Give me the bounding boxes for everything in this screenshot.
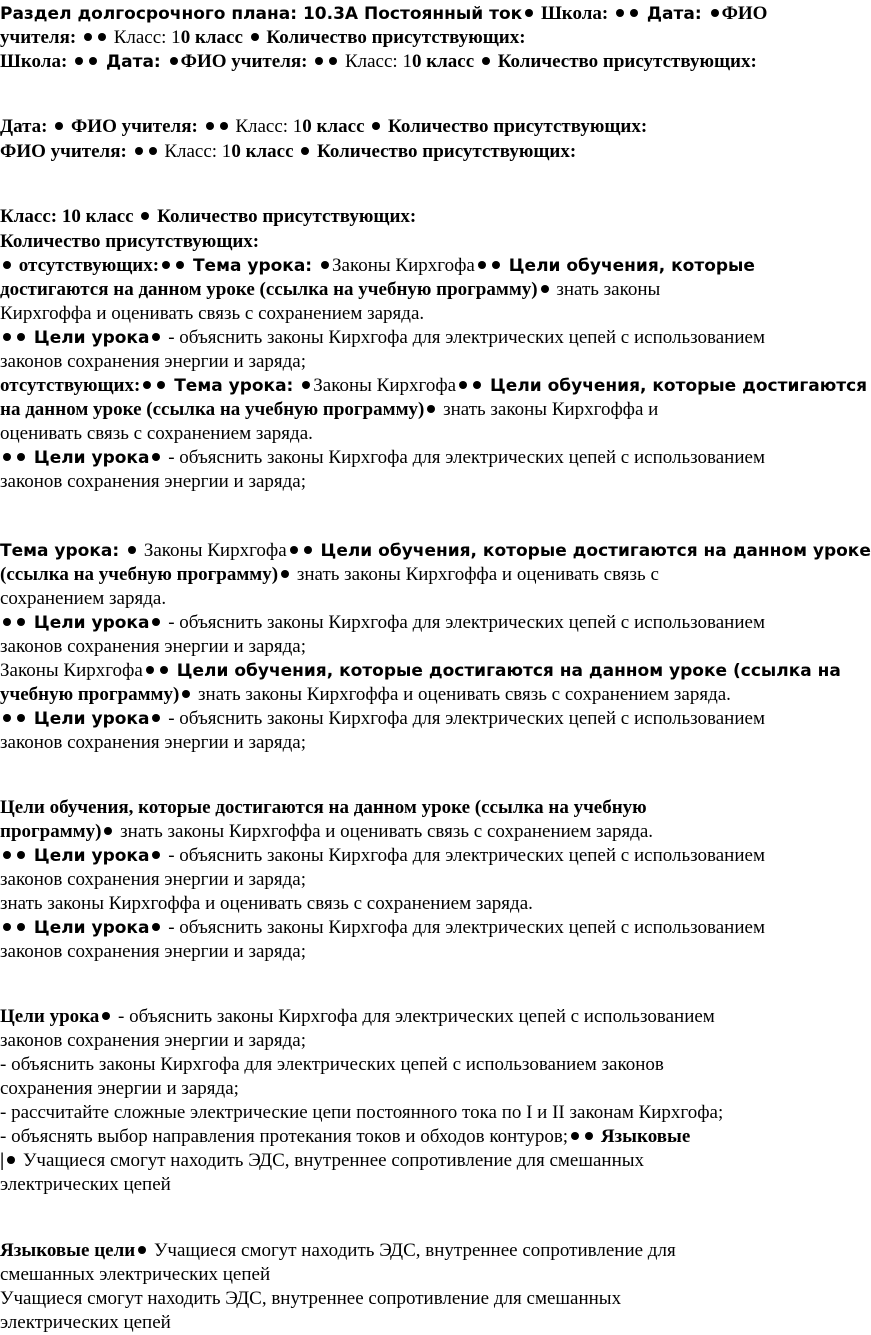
- text-line: [0, 1101, 723, 1125]
- text-run: Количество присутствующих:: [261, 27, 526, 48]
- text-run: знать законы Кирхгоффа и оценивать связь с сохранением заряда.: [0, 893, 533, 914]
- bullet-dot-icon: [152, 714, 160, 722]
- text-run: - объяснить законы Кирхгофа для электрических цепей с использованием: [163, 612, 765, 633]
- text-run: электрических цепей: [0, 1174, 171, 1195]
- bullet-dot-icon: [162, 261, 170, 269]
- bullet-dot-icon: [157, 381, 165, 389]
- bullet-dot-icon: [206, 122, 214, 130]
- text-run: достигаются на данном уроке (ссылка на учебную программу): [0, 279, 538, 300]
- text-run: Тема урока:: [168, 376, 300, 396]
- text-run: законов сохранения энергии и заряда;: [0, 732, 307, 753]
- text-run: ФИО учителя:: [66, 116, 203, 137]
- bullet-dot-icon: [711, 9, 719, 17]
- bullet-dot-icon: [321, 261, 329, 269]
- text-line: [0, 1311, 171, 1335]
- bullet-dot-icon: [152, 618, 160, 626]
- bullet-dot-icon: [525, 9, 533, 17]
- bullet-dot-icon: [17, 851, 25, 859]
- text-line: [0, 140, 576, 164]
- text-run: Языковые: [596, 1126, 691, 1147]
- text-run: - объяснить законы Кирхгофа для электрических цепей с использованием: [113, 1006, 715, 1027]
- text-run: Учащиеся смогут находить ЭДС, внутреннее сопротивление для: [149, 1240, 676, 1261]
- bullet-dot-icon: [176, 261, 184, 269]
- bullet-dot-icon: [290, 546, 298, 554]
- text-line: [0, 892, 533, 916]
- text-run: 0 класс: [231, 141, 299, 162]
- text-run: электрических цепей: [0, 1312, 171, 1333]
- text-line: [0, 446, 765, 470]
- bullet-dot-icon: [152, 851, 160, 859]
- text-run: Цели урока: [28, 448, 150, 468]
- text-run: Законы Кирхгофа: [0, 660, 143, 681]
- bullet-dot-icon: [141, 212, 149, 220]
- text-run: Класс: 10 класс: [0, 206, 139, 227]
- text-run: Школа:: [0, 51, 73, 72]
- text-run: учебную программу): [0, 684, 180, 705]
- text-run: знать законы Кирхгоффа и оценивать связь с сохранением заряда.: [115, 821, 654, 842]
- text-run: Тема урока:: [187, 256, 319, 276]
- text-line: [0, 635, 306, 659]
- text-run: Законы Кирхгофа: [313, 375, 457, 396]
- text-run: Класс: 1: [159, 141, 232, 162]
- bullet-dot-icon: [304, 546, 312, 554]
- bullet-dot-icon: [302, 381, 310, 389]
- text-line: [0, 326, 765, 350]
- text-line: [0, 1263, 270, 1287]
- text-run: Количество присутствующих:: [0, 231, 260, 252]
- text-run: (ссылка на учебную программу): [0, 564, 279, 585]
- text-line: [0, 1287, 621, 1311]
- text-run: Цели обучения, которые достигаются на данном уроке: [314, 541, 871, 561]
- text-line: [0, 820, 653, 844]
- text-line: [0, 254, 755, 278]
- bullet-dot-icon: [17, 618, 25, 626]
- text-line: [0, 1239, 676, 1263]
- text-run: отсутствующих:: [0, 375, 141, 396]
- text-line: [0, 1029, 306, 1053]
- text-line: [0, 26, 526, 50]
- text-line: [0, 278, 660, 302]
- bullet-dot-icon: [301, 147, 309, 155]
- bullet-dot-icon: [220, 122, 228, 130]
- bullet-dot-icon: [571, 1132, 579, 1140]
- text-run: программу): [0, 821, 102, 842]
- text-run: Дата:: [0, 116, 53, 137]
- text-run: 0 класс: [180, 27, 248, 48]
- bullet-dot-icon: [84, 33, 92, 41]
- text-run: Цели обучения, которые достигаются: [484, 376, 868, 396]
- text-run: Дата:: [100, 52, 167, 72]
- bullet-dot-icon: [104, 827, 112, 835]
- bullet-dot-icon: [281, 570, 289, 578]
- text-run: Количество присутствующих:: [492, 51, 757, 72]
- text-run: - объяснить законы Кирхгофа для электрических цепей с использованием законов: [0, 1054, 664, 1075]
- text-run: Цели урока: [0, 1006, 100, 1027]
- bullet-dot-icon: [170, 57, 178, 65]
- bullet-dot-icon: [3, 333, 11, 341]
- text-run: знать законы Кирхгоффа и оценивать связь с сохранением заряда.: [193, 684, 731, 705]
- text-run: 0 класс: [302, 116, 370, 137]
- text-run: Цели урока: [28, 328, 150, 348]
- text-run: Класс: 1: [340, 51, 412, 72]
- bullet-dot-icon: [3, 714, 11, 722]
- bullet-dot-icon: [478, 261, 486, 269]
- text-run: Цели обучения, которые достигаются на данном уроке (ссылка на учебную: [0, 797, 647, 818]
- text-run: - объяснять выбор направления протекания токов и обходов контуров;: [0, 1126, 569, 1147]
- text-run: - объяснить законы Кирхгофа для электрических цепей с использованием: [163, 447, 765, 468]
- text-line: [0, 611, 765, 635]
- bullet-dot-icon: [3, 453, 11, 461]
- bullet-dot-icon: [482, 57, 490, 65]
- bullet-dot-icon: [135, 147, 143, 155]
- text-line: [0, 539, 871, 563]
- text-run: на данном уроке (ссылка на учебную программу): [0, 399, 425, 420]
- text-run: сохранением заряда.: [0, 588, 167, 609]
- text-line: [0, 659, 841, 683]
- bullet-dot-icon: [492, 261, 500, 269]
- text-run: смешанных электрических цепей: [0, 1264, 271, 1285]
- text-line: [0, 2, 767, 26]
- text-line: [0, 115, 647, 139]
- text-run: законов сохранения энергии и заряда;: [0, 471, 307, 492]
- bullet-dot-icon: [152, 333, 160, 341]
- text-run: - объяснить законы Кирхгофа для электрических цепей с использованием: [163, 917, 765, 938]
- bullet-dot-icon: [143, 381, 151, 389]
- bullet-dot-icon: [128, 546, 136, 554]
- text-line: [0, 302, 424, 326]
- text-run: оценивать связь с сохранением заряда.: [0, 423, 313, 444]
- text-run: - объяснить законы Кирхгофа для электрических цепей с использованием: [163, 708, 765, 729]
- bullet-dot-icon: [138, 1246, 146, 1254]
- bullet-dot-icon: [17, 333, 25, 341]
- text-run: 0 класс: [411, 51, 479, 72]
- bullet-dot-icon: [616, 9, 624, 17]
- text-line: [0, 470, 306, 494]
- text-line: [0, 563, 659, 587]
- bullet-dot-icon: [89, 57, 97, 65]
- text-run: - рассчитайте сложные электрические цепи постоянного тока по I и II законам Кирхгофа;: [0, 1102, 724, 1123]
- text-run: |: [0, 1150, 5, 1171]
- bullet-dot-icon: [585, 1132, 593, 1140]
- text-run: учителя:: [0, 27, 81, 48]
- text-run: законов сохранения энергии и заряда;: [0, 869, 307, 890]
- bullet-dot-icon: [315, 57, 323, 65]
- text-run: знать законы Кирхгоффа и: [438, 399, 659, 420]
- text-line: [0, 683, 731, 707]
- text-line: [0, 587, 166, 611]
- text-line: [0, 796, 647, 820]
- text-run: Цели урока: [28, 846, 150, 866]
- bullet-dot-icon: [152, 923, 160, 931]
- text-run: законов сохранения энергии и заряда;: [0, 1030, 307, 1051]
- text-run: законов сохранения энергии и заряда;: [0, 941, 307, 962]
- text-run: Цели урока: [28, 613, 150, 633]
- bullet-dot-icon: [152, 453, 160, 461]
- bullet-dot-icon: [149, 147, 157, 155]
- text-line: [0, 868, 306, 892]
- bullet-dot-icon: [160, 666, 168, 674]
- text-line: [0, 205, 416, 229]
- bullet-dot-icon: [372, 122, 380, 130]
- bullet-dot-icon: [630, 9, 638, 17]
- text-run: Цели обучения, которые: [502, 256, 755, 276]
- text-run: Учащиеся смогут находить ЭДС, внутреннее сопротивление для смешанных: [18, 1150, 644, 1171]
- text-line: [0, 731, 306, 755]
- text-line: [0, 940, 306, 964]
- bullet-dot-icon: [459, 381, 467, 389]
- text-run: Раздел долгосрочного плана: 10.3А Постоянный ток: [0, 4, 523, 24]
- text-line: [0, 422, 313, 446]
- text-run: знать законы: [551, 279, 661, 300]
- text-line: [0, 50, 757, 74]
- text-line: [0, 916, 765, 940]
- text-line: [0, 1053, 664, 1077]
- bullet-dot-icon: [427, 405, 435, 413]
- text-run: ФИО учителя:: [0, 141, 132, 162]
- bullet-dot-icon: [3, 851, 11, 859]
- text-run: Законы Кирхгофа: [332, 255, 475, 276]
- text-run: ФИО учителя:: [180, 51, 313, 72]
- text-run: Дата:: [641, 4, 708, 24]
- bullet-dot-icon: [75, 57, 83, 65]
- text-run: Тема урока:: [0, 541, 126, 561]
- bullet-dot-icon: [3, 923, 11, 931]
- text-run: Цели обучения, которые достигаются на данном уроке (ссылка на: [170, 661, 841, 681]
- text-line: [0, 1077, 239, 1101]
- bullet-dot-icon: [182, 690, 190, 698]
- bullet-dot-icon: [3, 261, 11, 269]
- text-run: - объяснить законы Кирхгофа для электрических цепей с использованием: [163, 327, 765, 348]
- text-run: Учащиеся смогут находить ЭДС, внутреннее сопротивление для смешанных: [0, 1288, 622, 1309]
- text-run: отсутствующих:: [14, 255, 160, 276]
- text-line: [0, 844, 765, 868]
- text-run: ФИО: [721, 3, 768, 24]
- bullet-dot-icon: [55, 122, 63, 130]
- text-line: [0, 1005, 715, 1029]
- text-run: Класс: 1: [230, 116, 303, 137]
- text-line: [0, 707, 765, 731]
- text-run: сохранения энергии и заряда;: [0, 1078, 239, 1099]
- text-run: Языковые цели: [0, 1240, 136, 1261]
- text-line: [0, 1173, 171, 1197]
- text-line: [0, 374, 867, 398]
- text-line: [0, 230, 259, 254]
- text-run: Школа:: [536, 3, 613, 24]
- text-run: законов сохранения энергии и заряда;: [0, 636, 307, 657]
- bullet-dot-icon: [102, 1012, 110, 1020]
- text-run: Класс: 1: [108, 27, 181, 48]
- text-line: [0, 1125, 690, 1149]
- bullet-dot-icon: [98, 33, 106, 41]
- bullet-dot-icon: [17, 923, 25, 931]
- text-line: [0, 1149, 644, 1173]
- bullet-dot-icon: [251, 33, 259, 41]
- text-line: [0, 350, 306, 374]
- text-run: Количество присутствующих:: [383, 116, 648, 137]
- bullet-dot-icon: [17, 714, 25, 722]
- text-run: знать законы Кирхгоффа и оценивать связь с: [292, 564, 659, 585]
- bullet-dot-icon: [3, 618, 11, 626]
- text-run: Цели урока: [28, 709, 150, 729]
- text-run: Кирхгоффа и оценивать связь с сохранением заряда.: [0, 303, 425, 324]
- bullet-dot-icon: [146, 666, 154, 674]
- text-run: Количество присутствующих:: [152, 206, 417, 227]
- bullet-dot-icon: [329, 57, 337, 65]
- bullet-dot-icon: [7, 1156, 15, 1164]
- bullet-dot-icon: [17, 453, 25, 461]
- text-run: Цели урока: [28, 918, 150, 938]
- text-run: Законы Кирхгофа: [139, 540, 287, 561]
- text-line: [0, 398, 658, 422]
- text-run: Количество присутствующих:: [312, 141, 577, 162]
- bullet-dot-icon: [473, 381, 481, 389]
- bullet-dot-icon: [541, 285, 549, 293]
- text-run: законов сохранения энергии и заряда;: [0, 351, 307, 372]
- text-run: - объяснить законы Кирхгофа для электрических цепей с использованием: [163, 845, 765, 866]
